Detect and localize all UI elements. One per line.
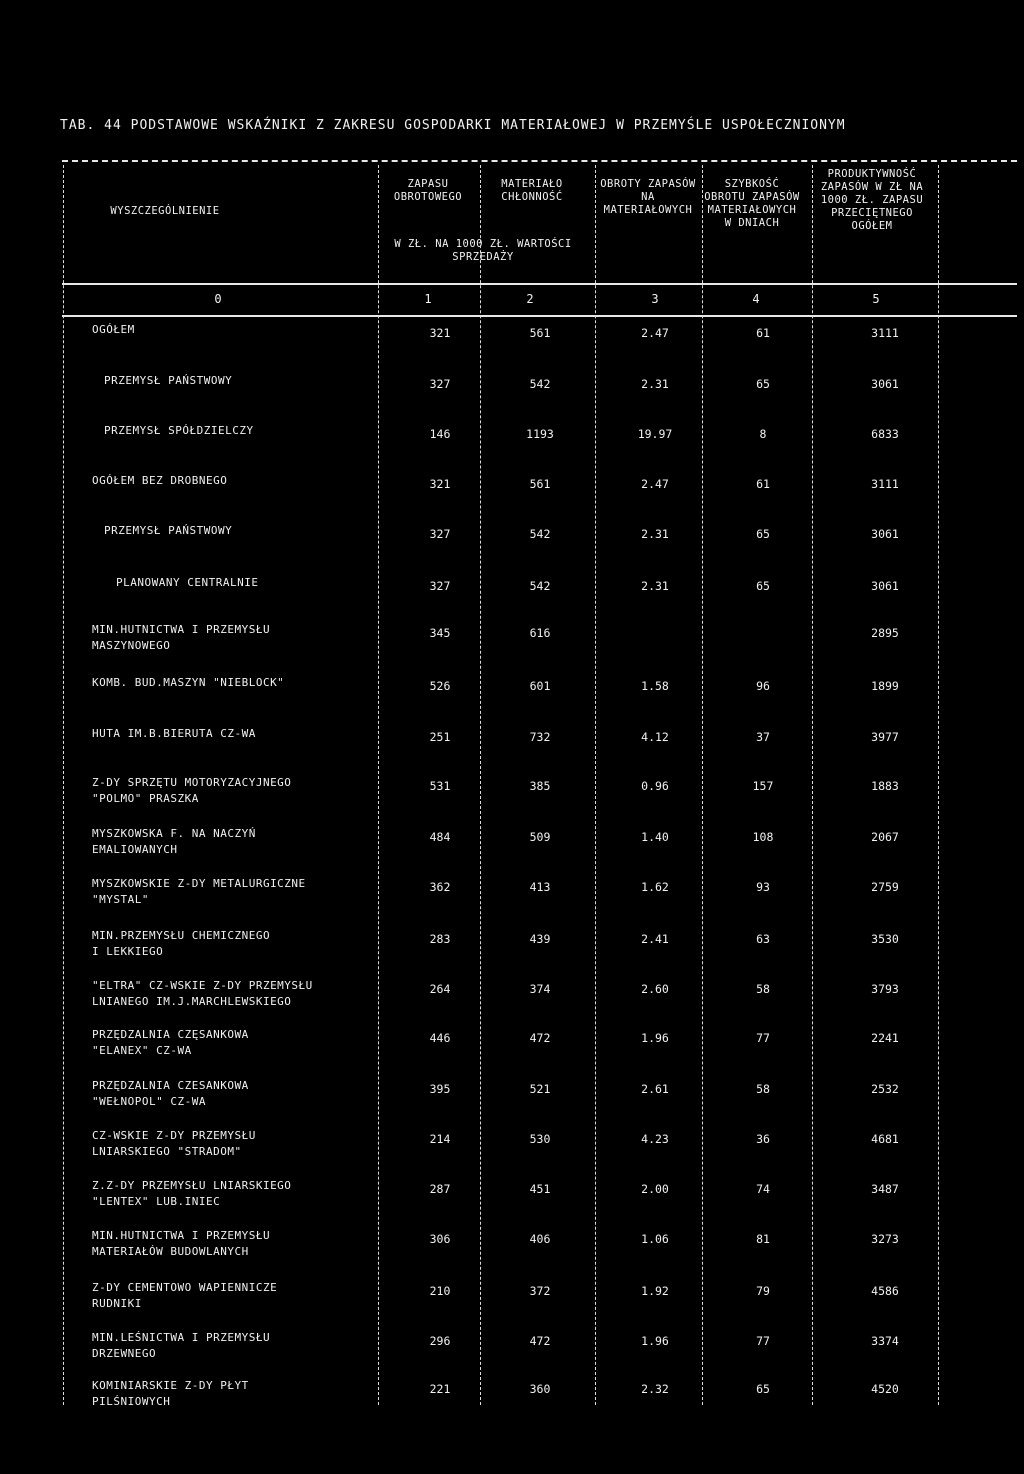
header-col0: WYSZCZEGÓLNIENIE xyxy=(110,205,220,217)
cell-c2: 385 xyxy=(529,779,551,793)
colnum-3: 3 xyxy=(651,292,659,306)
cell-c2: 509 xyxy=(529,830,551,844)
table-row xyxy=(0,523,1024,571)
cell-c1: 146 xyxy=(429,427,451,441)
cell-c1: 531 xyxy=(429,779,451,793)
table-row xyxy=(0,1027,1024,1075)
cell-c5: 3061 xyxy=(871,377,899,391)
row-label: PRZĘDZALNIA CZĘSANKOWA "ELANEX" CZ-WA xyxy=(92,1028,249,1057)
cell-c1: 283 xyxy=(429,932,451,946)
cell-c2: 561 xyxy=(529,326,551,340)
row-label: Z-DY CEMENTOWO WAPIENNICZE RUDNIKI xyxy=(92,1281,278,1310)
row-label: MYSZKOWSKIE Z-DY METALURGICZNE "MYSTAL" xyxy=(92,877,306,906)
cell-c3: 1.92 xyxy=(641,1284,669,1298)
cell-c3: 1.96 xyxy=(641,1334,669,1348)
cell-c3: 1.62 xyxy=(641,880,669,894)
table-row xyxy=(0,473,1024,521)
cell-c2: 472 xyxy=(529,1031,551,1045)
cell-c4: 65 xyxy=(756,377,770,391)
row-label: PRZEMYSŁ PAŃSTWOWY xyxy=(104,524,233,537)
header-col12-unit: W ZŁ. NA 1000 ZŁ. WARTOŚCI SPRZEDAŻY xyxy=(394,238,572,263)
row-label: Z-DY SPRZĘTU MOTORYZACYJNEGO "POLMO" PRASZKA xyxy=(92,776,292,805)
cell-c1: 327 xyxy=(429,527,451,541)
row-label: PRZĘDZALNIA CZESANKOWA "WEŁNOPOL" CZ-WA xyxy=(92,1079,249,1108)
cell-c3: 2.47 xyxy=(641,326,669,340)
cell-c4: 63 xyxy=(756,932,770,946)
cell-c4: 77 xyxy=(756,1334,770,1348)
table-row xyxy=(0,1228,1024,1276)
row-label: OGÓŁEM xyxy=(92,323,135,336)
cell-c1: 264 xyxy=(429,982,451,996)
cell-c2: 616 xyxy=(529,626,551,640)
table-row xyxy=(0,726,1024,774)
colnum-4: 4 xyxy=(752,292,760,306)
cell-c5: 4586 xyxy=(871,1284,899,1298)
row-label: PLANOWANY CENTRALNIE xyxy=(116,576,259,589)
cell-c3: 1.06 xyxy=(641,1232,669,1246)
cell-c5: 2759 xyxy=(871,880,899,894)
cell-c2: 601 xyxy=(529,679,551,693)
cell-c4: 61 xyxy=(756,326,770,340)
cell-c4: 58 xyxy=(756,982,770,996)
cell-c4: 65 xyxy=(756,579,770,593)
cell-c2: 439 xyxy=(529,932,551,946)
cell-c2: 542 xyxy=(529,579,551,593)
cell-c1: 306 xyxy=(429,1232,451,1246)
header-col1: ZAPASU OBROTOWEGO xyxy=(393,178,463,203)
cell-c3: 2.31 xyxy=(641,377,669,391)
row-label: "ELTRA" CZ-WSKIE Z-DY PRZEMYSŁU LNIANEGO IM.J.MARCHLEWSKIEGO xyxy=(92,979,313,1008)
cell-c2: 374 xyxy=(529,982,551,996)
table-row xyxy=(0,373,1024,421)
cell-c3: 2.31 xyxy=(641,579,669,593)
row-label: CZ-WSKIE Z-DY PRZEMYSŁU LNIARSKIEGO "STRADOM" xyxy=(92,1129,256,1158)
row-label: PRZEMYSŁ PAŃSTWOWY xyxy=(104,374,233,387)
cell-c1: 214 xyxy=(429,1132,451,1146)
cell-c3: 0.96 xyxy=(641,779,669,793)
table-row xyxy=(0,928,1024,976)
cell-c5: 3530 xyxy=(871,932,899,946)
cell-c4: 61 xyxy=(756,477,770,491)
row-label: MIN.PRZEMYSŁU CHEMICZNEGO I LEKKIEGO xyxy=(92,929,271,958)
row-label: MIN.HUTNICTWA I PRZEMYSŁU MASZYNOWEGO xyxy=(92,623,271,652)
cell-c5: 6833 xyxy=(871,427,899,441)
cell-c2: 521 xyxy=(529,1082,551,1096)
cell-c4: 58 xyxy=(756,1082,770,1096)
cell-c4: 65 xyxy=(756,527,770,541)
cell-c5: 4681 xyxy=(871,1132,899,1146)
cell-c2: 542 xyxy=(529,377,551,391)
cell-c3: 2.00 xyxy=(641,1182,669,1196)
cell-c5: 2067 xyxy=(871,830,899,844)
row-label: PRZEMYSŁ SPÓŁDZIELCZY xyxy=(104,424,254,437)
cell-c5: 3487 xyxy=(871,1182,899,1196)
cell-c2: 413 xyxy=(529,880,551,894)
cell-c5: 3793 xyxy=(871,982,899,996)
cell-c5: 3374 xyxy=(871,1334,899,1348)
table-row xyxy=(0,622,1024,670)
cell-c5: 3061 xyxy=(871,579,899,593)
cell-c1: 362 xyxy=(429,880,451,894)
row-label: KOMINIARSKIE Z-DY PŁYT PILŚNIOWYCH xyxy=(92,1379,249,1408)
cell-c2: 451 xyxy=(529,1182,551,1196)
cell-c4: 36 xyxy=(756,1132,770,1146)
cell-c1: 287 xyxy=(429,1182,451,1196)
table-row xyxy=(0,826,1024,874)
cell-c1: 484 xyxy=(429,830,451,844)
cell-c2: 542 xyxy=(529,527,551,541)
row-label: MIN.LEŚNICTWA I PRZEMYSŁU DRZEWNEGO xyxy=(92,1331,271,1360)
cell-c1: 446 xyxy=(429,1031,451,1045)
row-label: HUTA IM.B.BIERUTA CZ-WA xyxy=(92,727,256,740)
cell-c3: 4.23 xyxy=(641,1132,669,1146)
cell-c2: 732 xyxy=(529,730,551,744)
cell-c1: 321 xyxy=(429,477,451,491)
table-row xyxy=(0,1280,1024,1328)
table-row xyxy=(0,1330,1024,1378)
table-row xyxy=(0,322,1024,370)
header-col4: SZYBKOŚĆ OBROTU ZAPASÓW MATERIAŁOWYCH W DNIACH xyxy=(704,178,800,229)
cell-c5: 2241 xyxy=(871,1031,899,1045)
table-row xyxy=(0,978,1024,1026)
cell-c1: 327 xyxy=(429,377,451,391)
cell-c3: 2.47 xyxy=(641,477,669,491)
cell-c5: 3111 xyxy=(871,326,899,340)
cell-c3: 2.60 xyxy=(641,982,669,996)
cell-c4: 96 xyxy=(756,679,770,693)
cell-c5: 3111 xyxy=(871,477,899,491)
cell-c5: 3061 xyxy=(871,527,899,541)
cell-c4: 8 xyxy=(759,427,767,441)
cell-c5: 2895 xyxy=(871,626,899,640)
cell-c4: 77 xyxy=(756,1031,770,1045)
cell-c3: 4.12 xyxy=(641,730,669,744)
cell-c1: 395 xyxy=(429,1082,451,1096)
cell-c5: 3977 xyxy=(871,730,899,744)
cell-c2: 1193 xyxy=(526,427,554,441)
cell-c2: 561 xyxy=(529,477,551,491)
colnum-2: 2 xyxy=(526,292,534,306)
top-dashed-rule xyxy=(62,160,1017,162)
table-title: TAB. 44 PODSTAWOWE WSKAŹNIKI Z ZAKRESU GOSPODARKI MATERIAŁOWEJ W PRZEMYŚLE USPOŁECZNIONYM xyxy=(60,118,846,133)
cell-c3: 1.58 xyxy=(641,679,669,693)
cell-c4: 65 xyxy=(756,1382,770,1396)
cell-c2: 372 xyxy=(529,1284,551,1298)
header-col3: OBROTY ZAPASÓW NA MATERIAŁOWYCH xyxy=(600,178,696,216)
cell-c3: 19.97 xyxy=(637,427,673,441)
colnum-1: 1 xyxy=(424,292,432,306)
table-row xyxy=(0,575,1024,623)
cell-c2: 472 xyxy=(529,1334,551,1348)
row-label: Z.Z-DY PRZEMYSŁU LNIARSKIEGO "LENTEX" LUB.INIEC xyxy=(92,1179,292,1208)
table-row xyxy=(0,1078,1024,1126)
cell-c2: 360 xyxy=(529,1382,551,1396)
table-row xyxy=(0,775,1024,823)
cell-c1: 345 xyxy=(429,626,451,640)
cell-c3: 2.31 xyxy=(641,527,669,541)
cell-c4: 157 xyxy=(752,779,774,793)
row-label: OGÓŁEM BEZ DROBNEGO xyxy=(92,474,228,487)
header-col5: PRODUKTYWNOŚĆ ZAPASÓW W ZŁ NA 1000 ZŁ. ZAPASU PRZECIĘTNEGO OGÓŁEM xyxy=(820,168,924,232)
cell-c4: 93 xyxy=(756,880,770,894)
colnum-0: 0 xyxy=(214,292,222,306)
cell-c5: 2532 xyxy=(871,1082,899,1096)
cell-c4: 37 xyxy=(756,730,770,744)
table-row xyxy=(0,1178,1024,1226)
table-row xyxy=(0,1378,1024,1426)
cell-c3: 1.40 xyxy=(641,830,669,844)
cell-c1: 251 xyxy=(429,730,451,744)
cell-c1: 526 xyxy=(429,679,451,693)
cell-c1: 210 xyxy=(429,1284,451,1298)
cell-c1: 321 xyxy=(429,326,451,340)
row-label: MYSZKOWSKA F. NA NACZYŃ EMALIOWANYCH xyxy=(92,827,256,856)
row-label: KOMB. BUD.MASZYN "NIEBLOCK" xyxy=(92,676,285,689)
cell-c4: 108 xyxy=(752,830,774,844)
cell-c5: 4520 xyxy=(871,1382,899,1396)
row-label: MIN.HUTNICTWA I PRZEMYSŁU MATERIAŁÓW BUDOWLANYCH xyxy=(92,1229,271,1258)
table-row xyxy=(0,1128,1024,1176)
header-rule-top xyxy=(62,283,1017,285)
table-row xyxy=(0,675,1024,723)
cell-c2: 406 xyxy=(529,1232,551,1246)
cell-c5: 3273 xyxy=(871,1232,899,1246)
cell-c2: 530 xyxy=(529,1132,551,1146)
cell-c3: 2.41 xyxy=(641,932,669,946)
cell-c1: 327 xyxy=(429,579,451,593)
cell-c1: 221 xyxy=(429,1382,451,1396)
table-row xyxy=(0,423,1024,471)
cell-c3: 1.96 xyxy=(641,1031,669,1045)
header-col2: MATERIAŁO CHŁONNOŚĆ xyxy=(501,178,563,203)
cell-c5: 1899 xyxy=(871,679,899,693)
cell-c3: 2.32 xyxy=(641,1382,669,1396)
cell-c1: 296 xyxy=(429,1334,451,1348)
cell-c4: 79 xyxy=(756,1284,770,1298)
colnum-5: 5 xyxy=(872,292,880,306)
header-rule-bottom xyxy=(62,315,1017,317)
cell-c4: 74 xyxy=(756,1182,770,1196)
cell-c4: 81 xyxy=(756,1232,770,1246)
cell-c5: 1883 xyxy=(871,779,899,793)
cell-c3: 2.61 xyxy=(641,1082,669,1096)
table-row xyxy=(0,876,1024,924)
